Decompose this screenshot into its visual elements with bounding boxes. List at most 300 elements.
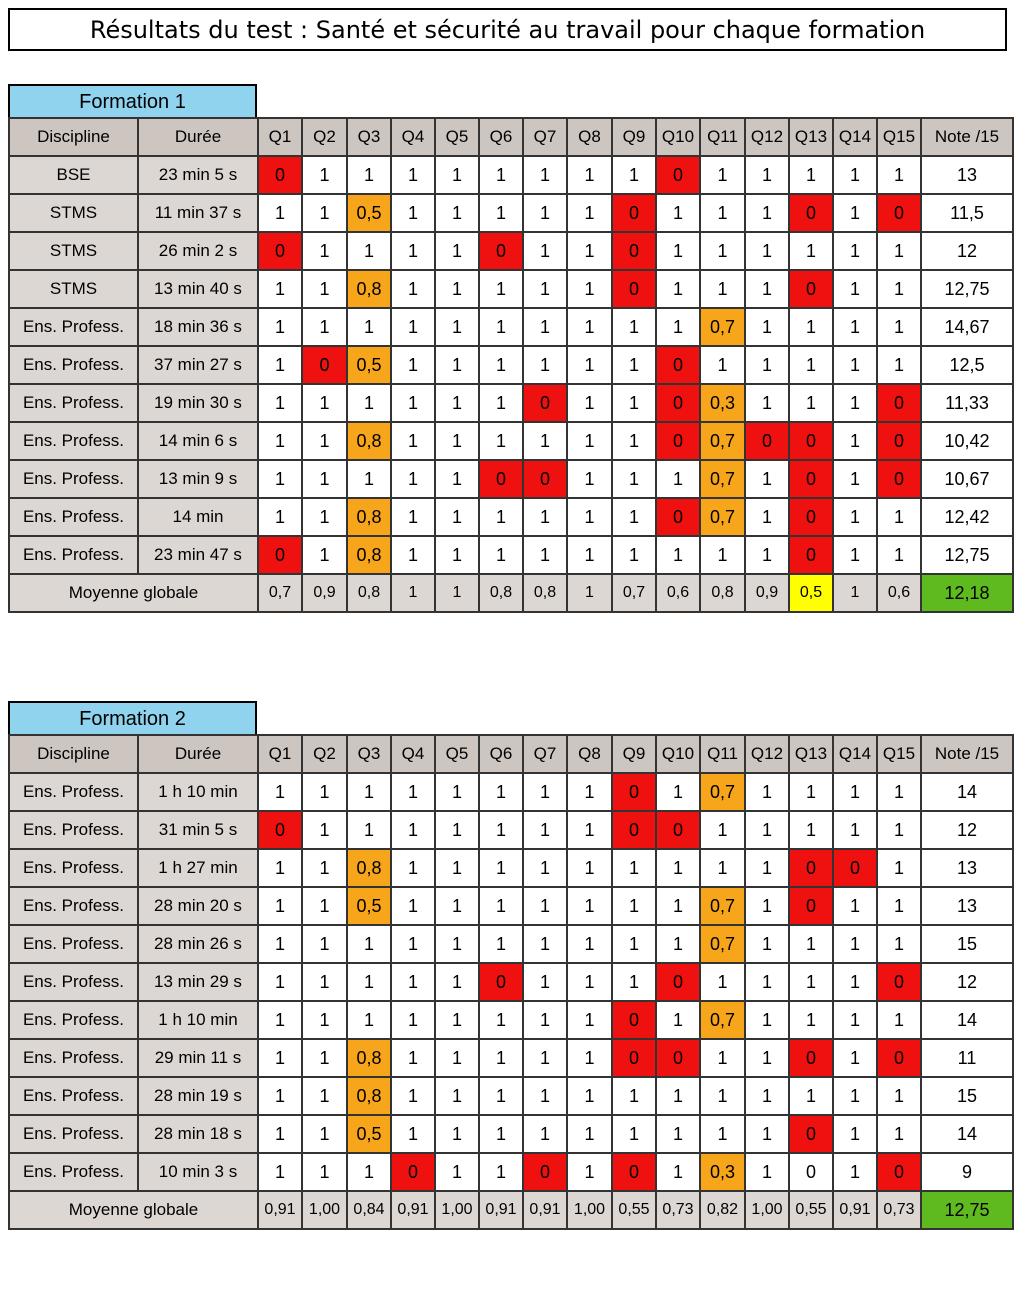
score-cell: 0,7: [700, 460, 745, 498]
score-cell: 0,5: [347, 887, 391, 925]
score-cell: 0: [302, 346, 347, 384]
duration-cell: 13 min 40 s: [138, 270, 258, 308]
discipline-cell: Ens. Profess.: [9, 1077, 138, 1115]
column-header: Q12: [745, 735, 789, 773]
discipline-cell: STMS: [9, 270, 138, 308]
header-row: [9, 118, 1013, 156]
duration-cell: 23 min 5 s: [138, 156, 258, 194]
score-cell: 0,7: [700, 308, 745, 346]
duration-cell: 23 min 47 s: [138, 536, 258, 574]
score-cell: 1: [479, 308, 523, 346]
column-header: Q2: [302, 735, 347, 773]
duration-cell: 31 min 5 s: [138, 811, 258, 849]
score-cell: 1: [435, 1115, 479, 1153]
discipline-cell: Ens. Profess.: [9, 498, 138, 536]
score-cell: 1: [258, 963, 302, 1001]
score-cell: 1: [612, 460, 656, 498]
score-cell: 1: [833, 1115, 877, 1153]
score-cell: 1: [479, 422, 523, 460]
score-cell: 1: [612, 925, 656, 963]
note-cell: 14: [921, 1001, 1013, 1039]
score-cell: 0: [877, 384, 921, 422]
score-cell: 0: [745, 422, 789, 460]
score-cell: 1: [391, 308, 435, 346]
score-cell: 1: [745, 1115, 789, 1153]
score-cell: 1: [833, 194, 877, 232]
average-cell: 1: [435, 574, 479, 612]
score-cell: 1: [877, 232, 921, 270]
duration-cell: 28 min 18 s: [138, 1115, 258, 1153]
score-cell: 1: [391, 849, 435, 887]
column-header: Q5: [435, 118, 479, 156]
score-cell: 1: [789, 963, 833, 1001]
note-cell: 12: [921, 232, 1013, 270]
score-cell: 1: [391, 925, 435, 963]
score-cell: 1: [347, 156, 391, 194]
score-cell: 1: [833, 460, 877, 498]
score-cell: 0,8: [347, 422, 391, 460]
score-cell: 0: [612, 232, 656, 270]
column-header: Q10: [656, 118, 700, 156]
column-header: Q7: [523, 735, 567, 773]
score-cell: 1: [347, 925, 391, 963]
score-cell: 1: [479, 849, 523, 887]
score-cell: 1: [391, 1039, 435, 1077]
table-row: [9, 811, 1013, 849]
score-cell: 1: [258, 887, 302, 925]
duration-cell: 11 min 37 s: [138, 194, 258, 232]
score-cell: 1: [302, 773, 347, 811]
average-cell: 1: [391, 574, 435, 612]
score-cell: 1: [656, 1001, 700, 1039]
score-cell: 1: [700, 536, 745, 574]
score-cell: 1: [523, 1115, 567, 1153]
score-cell: 1: [302, 384, 347, 422]
score-cell: 0,3: [700, 1153, 745, 1191]
score-cell: 0: [877, 460, 921, 498]
score-cell: 0,7: [700, 773, 745, 811]
score-cell: 1: [700, 1039, 745, 1077]
column-header: Q4: [391, 118, 435, 156]
score-cell: 0,8: [347, 1039, 391, 1077]
score-cell: 1: [302, 156, 347, 194]
score-cell: 0,7: [700, 422, 745, 460]
score-cell: 1: [656, 925, 700, 963]
score-cell: 0,5: [347, 346, 391, 384]
average-label: Moyenne globale: [9, 574, 258, 612]
discipline-cell: STMS: [9, 194, 138, 232]
score-cell: 0: [656, 498, 700, 536]
score-cell: 1: [479, 536, 523, 574]
score-cell: 1: [302, 460, 347, 498]
score-cell: 0: [612, 1153, 656, 1191]
discipline-cell: BSE: [9, 156, 138, 194]
duration-cell: 14 min 6 s: [138, 422, 258, 460]
score-cell: 1: [567, 1077, 612, 1115]
column-header: Q12: [745, 118, 789, 156]
table-row: [9, 1153, 1013, 1191]
score-cell: 1: [612, 422, 656, 460]
score-cell: 1: [789, 811, 833, 849]
score-cell: 1: [612, 536, 656, 574]
score-cell: 1: [302, 811, 347, 849]
duration-cell: 14 min: [138, 498, 258, 536]
score-cell: 1: [523, 422, 567, 460]
score-cell: 0,5: [347, 194, 391, 232]
score-cell: 1: [789, 308, 833, 346]
score-cell: 1: [391, 536, 435, 574]
score-cell: 0: [656, 346, 700, 384]
score-cell: 1: [745, 925, 789, 963]
score-cell: 0,7: [700, 1001, 745, 1039]
score-cell: 1: [258, 498, 302, 536]
column-header: Note /15: [921, 735, 1013, 773]
discipline-cell: STMS: [9, 232, 138, 270]
score-cell: 0: [656, 963, 700, 1001]
note-cell: 12,75: [921, 270, 1013, 308]
score-cell: 1: [656, 887, 700, 925]
note-cell: 12: [921, 811, 1013, 849]
score-cell: 1: [391, 346, 435, 384]
score-cell: 1: [258, 308, 302, 346]
score-cell: 1: [479, 887, 523, 925]
score-cell: 1: [745, 536, 789, 574]
score-cell: 0: [479, 232, 523, 270]
score-cell: 1: [700, 811, 745, 849]
score-cell: 1: [656, 308, 700, 346]
score-cell: 1: [745, 1001, 789, 1039]
score-cell: 1: [833, 811, 877, 849]
column-header: Q14: [833, 118, 877, 156]
score-cell: 1: [789, 156, 833, 194]
score-cell: 0: [258, 536, 302, 574]
duration-cell: 37 min 27 s: [138, 346, 258, 384]
discipline-cell: Ens. Profess.: [9, 1115, 138, 1153]
score-cell: 1: [612, 498, 656, 536]
score-cell: 1: [833, 925, 877, 963]
table-row: [9, 346, 1013, 384]
score-cell: 1: [567, 1001, 612, 1039]
score-cell: 1: [523, 849, 567, 887]
score-cell: 1: [745, 308, 789, 346]
note-cell: 12,75: [921, 536, 1013, 574]
score-cell: 0: [789, 498, 833, 536]
score-cell: 1: [656, 773, 700, 811]
table-row: [9, 1001, 1013, 1039]
column-header: Q7: [523, 118, 567, 156]
column-header: Q11: [700, 735, 745, 773]
score-cell: 1: [258, 925, 302, 963]
duration-cell: 29 min 11 s: [138, 1039, 258, 1077]
score-cell: 1: [833, 156, 877, 194]
score-cell: 1: [745, 232, 789, 270]
score-cell: 1: [258, 1153, 302, 1191]
score-cell: 0: [656, 384, 700, 422]
note-cell: 10,67: [921, 460, 1013, 498]
discipline-cell: Ens. Profess.: [9, 811, 138, 849]
score-cell: 1: [435, 773, 479, 811]
score-cell: 1: [745, 849, 789, 887]
score-cell: 1: [435, 156, 479, 194]
note-cell: 13: [921, 849, 1013, 887]
score-cell: 1: [302, 1077, 347, 1115]
score-cell: 1: [479, 1001, 523, 1039]
discipline-cell: Ens. Profess.: [9, 1153, 138, 1191]
duration-cell: 13 min 29 s: [138, 963, 258, 1001]
duration-cell: 19 min 30 s: [138, 384, 258, 422]
score-cell: 1: [745, 384, 789, 422]
average-cell: 1,00: [567, 1191, 612, 1229]
discipline-cell: Ens. Profess.: [9, 773, 138, 811]
score-cell: 1: [302, 422, 347, 460]
score-cell: 1: [347, 811, 391, 849]
note-cell: 15: [921, 925, 1013, 963]
table-row: [9, 925, 1013, 963]
score-cell: 1: [567, 308, 612, 346]
score-cell: 1: [612, 308, 656, 346]
score-cell: 1: [302, 536, 347, 574]
column-header: Q15: [877, 735, 921, 773]
column-header: Q9: [612, 118, 656, 156]
score-cell: 1: [523, 232, 567, 270]
column-header: Q1: [258, 735, 302, 773]
score-cell: 1: [745, 194, 789, 232]
score-cell: 1: [391, 194, 435, 232]
duration-cell: 18 min 36 s: [138, 308, 258, 346]
score-cell: 1: [656, 536, 700, 574]
column-header: Q13: [789, 735, 833, 773]
score-cell: 0: [612, 811, 656, 849]
score-cell: 1: [745, 1039, 789, 1077]
score-cell: 1: [567, 156, 612, 194]
score-cell: 1: [745, 346, 789, 384]
formation-1-label: Formation 1: [8, 84, 257, 119]
score-cell: 1: [258, 1077, 302, 1115]
score-cell: 1: [435, 460, 479, 498]
average-note-cell: 12,75: [921, 1191, 1013, 1229]
column-header: Q10: [656, 735, 700, 773]
score-cell: 1: [745, 811, 789, 849]
score-cell: 1: [612, 1077, 656, 1115]
score-cell: 1: [302, 1001, 347, 1039]
score-cell: 1: [391, 270, 435, 308]
score-cell: 1: [479, 498, 523, 536]
column-header: Q6: [479, 735, 523, 773]
score-cell: 1: [523, 887, 567, 925]
score-cell: 1: [877, 270, 921, 308]
column-header: Q5: [435, 735, 479, 773]
score-cell: 1: [302, 498, 347, 536]
table-row: [9, 887, 1013, 925]
score-cell: 0: [612, 1001, 656, 1039]
score-cell: 1: [745, 270, 789, 308]
average-cell: 0,73: [877, 1191, 921, 1229]
score-cell: 1: [435, 811, 479, 849]
note-cell: 11,33: [921, 384, 1013, 422]
score-cell: 0: [656, 156, 700, 194]
score-cell: 1: [700, 232, 745, 270]
score-cell: 1: [258, 773, 302, 811]
note-cell: 15: [921, 1077, 1013, 1115]
duration-cell: 1 h 10 min: [138, 773, 258, 811]
score-cell: 1: [567, 346, 612, 384]
score-cell: 1: [391, 887, 435, 925]
average-label: Moyenne globale: [9, 1191, 258, 1229]
average-cell: 0,7: [612, 574, 656, 612]
table-row: [9, 270, 1013, 308]
score-cell: 1: [612, 887, 656, 925]
score-cell: 1: [258, 346, 302, 384]
average-cell: 0,84: [347, 1191, 391, 1229]
score-cell: 1: [877, 1001, 921, 1039]
score-cell: 0: [391, 1153, 435, 1191]
average-cell: 0,91: [523, 1191, 567, 1229]
score-cell: 1: [877, 773, 921, 811]
score-cell: 1: [789, 384, 833, 422]
note-cell: 14,67: [921, 308, 1013, 346]
score-cell: 1: [435, 384, 479, 422]
duration-cell: 1 h 10 min: [138, 1001, 258, 1039]
score-cell: 1: [567, 384, 612, 422]
score-cell: 1: [789, 925, 833, 963]
average-cell: 0,8: [700, 574, 745, 612]
score-cell: 1: [479, 773, 523, 811]
score-cell: 1: [479, 1077, 523, 1115]
score-cell: 1: [523, 925, 567, 963]
column-header: Q2: [302, 118, 347, 156]
score-cell: 1: [877, 498, 921, 536]
score-cell: 0: [789, 460, 833, 498]
score-cell: 1: [745, 498, 789, 536]
score-cell: 1: [833, 1077, 877, 1115]
score-cell: 0: [523, 460, 567, 498]
score-cell: 0: [789, 1115, 833, 1153]
score-cell: 1: [435, 498, 479, 536]
note-cell: 13: [921, 156, 1013, 194]
score-cell: 1: [877, 536, 921, 574]
average-cell: 0,8: [479, 574, 523, 612]
average-cell: 0,91: [391, 1191, 435, 1229]
score-cell: 1: [391, 1001, 435, 1039]
score-cell: 1: [479, 1039, 523, 1077]
score-cell: 1: [567, 194, 612, 232]
score-cell: 0: [877, 194, 921, 232]
score-cell: 1: [833, 963, 877, 1001]
score-cell: 1: [877, 1077, 921, 1115]
score-cell: 0: [789, 536, 833, 574]
score-cell: 0: [523, 384, 567, 422]
formation-1-table: [8, 117, 1014, 613]
score-cell: 1: [258, 849, 302, 887]
discipline-cell: Ens. Profess.: [9, 422, 138, 460]
discipline-cell: Ens. Profess.: [9, 1001, 138, 1039]
average-cell: 1: [833, 574, 877, 612]
column-header: Q1: [258, 118, 302, 156]
score-cell: 0: [877, 963, 921, 1001]
table-row: [9, 1039, 1013, 1077]
column-header: Discipline: [9, 735, 138, 773]
note-cell: 11: [921, 1039, 1013, 1077]
note-cell: 10,42: [921, 422, 1013, 460]
score-cell: 1: [833, 422, 877, 460]
score-cell: 1: [789, 1077, 833, 1115]
score-cell: 0,7: [700, 887, 745, 925]
score-cell: 1: [612, 1115, 656, 1153]
score-cell: 1: [391, 811, 435, 849]
note-cell: 14: [921, 773, 1013, 811]
score-cell: 1: [479, 811, 523, 849]
note-cell: 12: [921, 963, 1013, 1001]
score-cell: 1: [302, 270, 347, 308]
score-cell: 0: [789, 1039, 833, 1077]
score-cell: 1: [479, 1153, 523, 1191]
score-cell: 1: [656, 849, 700, 887]
score-cell: 1: [347, 963, 391, 1001]
discipline-cell: Ens. Profess.: [9, 460, 138, 498]
score-cell: 1: [391, 384, 435, 422]
score-cell: 1: [391, 963, 435, 1001]
score-cell: 1: [833, 1153, 877, 1191]
score-cell: 1: [258, 1039, 302, 1077]
score-cell: 0: [877, 1153, 921, 1191]
discipline-cell: Ens. Profess.: [9, 384, 138, 422]
score-cell: 1: [523, 346, 567, 384]
table-row: [9, 384, 1013, 422]
score-cell: 1: [833, 308, 877, 346]
score-cell: 1: [435, 1039, 479, 1077]
column-header: Q11: [700, 118, 745, 156]
average-cell: 0,91: [833, 1191, 877, 1229]
score-cell: 0: [656, 811, 700, 849]
score-cell: 0,8: [347, 270, 391, 308]
score-cell: 1: [745, 887, 789, 925]
table-row: [9, 498, 1013, 536]
score-cell: 1: [567, 422, 612, 460]
score-cell: 1: [479, 194, 523, 232]
column-header: Durée: [138, 735, 258, 773]
score-cell: 1: [435, 308, 479, 346]
score-cell: 1: [656, 1115, 700, 1153]
score-cell: 1: [833, 270, 877, 308]
score-cell: 1: [302, 887, 347, 925]
score-cell: 1: [567, 963, 612, 1001]
average-cell: 0,55: [789, 1191, 833, 1229]
table-row: [9, 422, 1013, 460]
score-cell: 1: [523, 194, 567, 232]
score-cell: 1: [612, 346, 656, 384]
score-cell: 0: [656, 1039, 700, 1077]
score-cell: 1: [877, 925, 921, 963]
score-cell: 1: [391, 1077, 435, 1115]
score-cell: 1: [391, 156, 435, 194]
score-cell: 1: [479, 384, 523, 422]
score-cell: 1: [567, 811, 612, 849]
score-cell: 1: [612, 963, 656, 1001]
score-cell: 1: [877, 849, 921, 887]
score-cell: 1: [700, 1115, 745, 1153]
score-cell: 0: [258, 811, 302, 849]
score-cell: 1: [700, 346, 745, 384]
average-cell: 0,7: [258, 574, 302, 612]
score-cell: 1: [877, 308, 921, 346]
score-cell: 1: [391, 232, 435, 270]
score-cell: 1: [479, 270, 523, 308]
score-cell: 1: [877, 887, 921, 925]
score-cell: 1: [833, 1001, 877, 1039]
table-row: [9, 1077, 1013, 1115]
column-header: Q3: [347, 118, 391, 156]
score-cell: 1: [435, 536, 479, 574]
